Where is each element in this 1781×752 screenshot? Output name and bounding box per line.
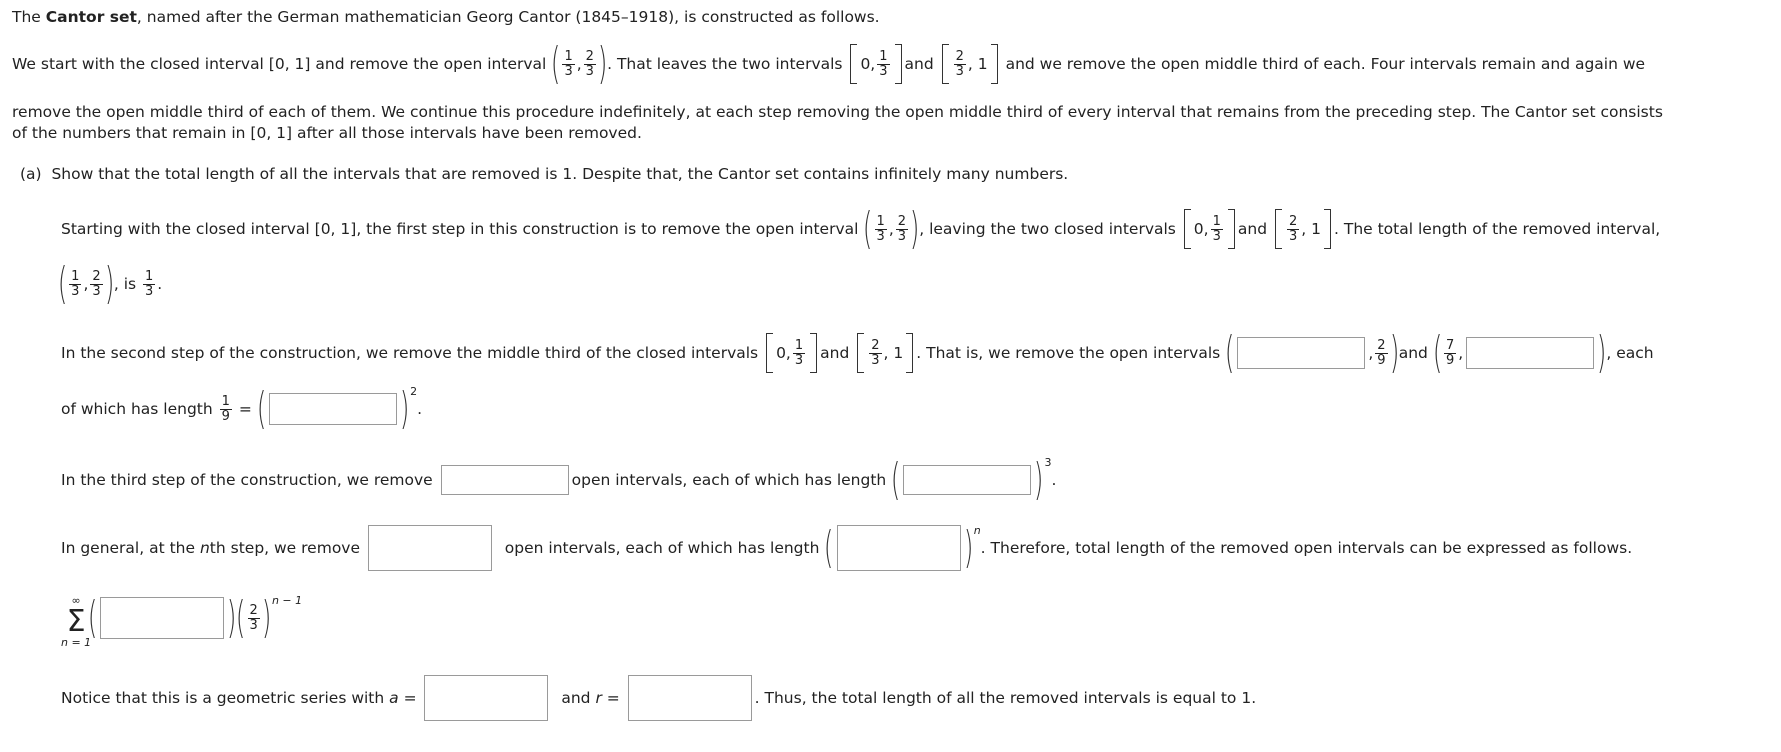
left-paren: ( — [551, 38, 561, 89]
left-paren: ( — [256, 383, 267, 434]
step3-length-base-input[interactable] — [903, 465, 1031, 495]
intro-line-4: of the numbers that remain in [0, 1] after all those intervals have been removed. — [12, 124, 642, 142]
left-bracket — [1184, 209, 1191, 249]
step3-line: In the third step of the construction, we remove open intervals, each of which has length ( ) 3 . — [61, 454, 1057, 505]
step2-length-base-input[interactable] — [269, 393, 397, 425]
right-paren: ) — [227, 592, 237, 643]
left-paren: ( — [824, 522, 834, 573]
fraction-two-thirds: $\frac{2}{3}$ — [955, 48, 964, 79]
fraction-one-third: $\frac{1}{3}$ — [564, 48, 573, 79]
part-a-label: (a) — [20, 165, 42, 183]
left-paren: ( — [891, 454, 901, 505]
intro-line-1: The Cantor set , named after the German mathematician Georg Cantor (1845–1918), is constructed as follows. — [12, 8, 880, 26]
left-paren: ( — [863, 203, 873, 254]
right-bracket — [1228, 209, 1235, 249]
geometric-line: Notice that this is a geometric series with a = and r = . Thus, the total length of all the removed intervals is equal to 1. — [61, 675, 1256, 721]
fraction-two-thirds: $\frac{2}{3}$ — [92, 268, 101, 299]
intro-line-3: remove the open middle third of each of them. We continue this procedure indefinitely, at each step removing the open middle third of every interval that remains from the preceding step. The Cantor set consists — [12, 103, 1663, 121]
left-paren: ( — [87, 592, 98, 643]
fraction-one-ninth: $\frac{1}{9}$ — [221, 393, 230, 424]
series-exponent: n − 1 — [271, 593, 303, 607]
right-bracket — [906, 333, 913, 373]
step2-interval2-end-input[interactable] — [1466, 337, 1594, 369]
series-line — [87, 592, 303, 643]
right-paren: ) — [963, 522, 973, 573]
right-paren: ) — [1389, 327, 1399, 378]
right-paren: ) — [104, 258, 114, 309]
fraction-one-third: $\frac{1}{3}$ — [1212, 213, 1221, 244]
left-paren: ( — [1432, 327, 1443, 378]
fraction-two-thirds: $\frac{2}{3}$ — [585, 48, 594, 79]
series-coefficient-input[interactable] — [100, 597, 224, 639]
right-paren: ) — [261, 592, 272, 643]
fraction-one-third: $\frac{1}{3}$ — [145, 268, 154, 299]
exponent: n — [973, 523, 981, 537]
step1-line-2: ( $\frac{1}{3}$ , $\frac{2}{3}$ ) , is $\frac{1}{3}$ . — [57, 258, 163, 309]
left-bracket — [857, 333, 864, 373]
step2-line: In the second step of the construction, we remove the middle third of the closed intervals 0, $\frac{1}{3}$ and $\frac{2}{3}$ , 1 . That is, we remove the open intervals ( , $\frac{2}{9}$ ) and ( $\frac{7}{9}$ , ) , each — [61, 327, 1654, 378]
fraction-two-ninths: $\frac{2}{9}$ — [1377, 337, 1386, 368]
left-paren: ( — [1225, 327, 1235, 378]
exponent: 3 — [1044, 455, 1052, 469]
step2-interval1-start-input[interactable] — [1237, 337, 1365, 369]
left-bracket — [766, 333, 773, 373]
exponent: 2 — [410, 384, 418, 398]
right-paren: ) — [399, 383, 410, 434]
fraction-one-third: $\frac{1}{3}$ — [879, 48, 888, 79]
fraction-one-third: $\frac{1}{3}$ — [71, 268, 80, 299]
right-bracket — [991, 44, 998, 84]
summation-symbol: ∞ Σ n = 1 — [61, 594, 92, 649]
left-bracket — [850, 44, 857, 84]
left-paren: ( — [236, 592, 246, 643]
right-paren: ) — [1034, 454, 1044, 505]
left-bracket — [942, 44, 949, 84]
left-paren: ( — [57, 258, 68, 309]
fraction-two-thirds: $\frac{2}{3}$ — [897, 213, 907, 244]
fraction-seven-ninths: $\frac{7}{9}$ — [1445, 337, 1455, 368]
right-bracket — [810, 333, 817, 373]
general-count-input[interactable] — [368, 525, 492, 571]
step3-count-input[interactable] — [441, 465, 569, 495]
right-paren: ) — [1597, 327, 1607, 378]
fraction-two-thirds: $\frac{2}{3}$ — [249, 602, 258, 633]
geometric-a-input[interactable] — [424, 675, 548, 721]
right-bracket — [1324, 209, 1331, 249]
right-paren: ) — [909, 203, 920, 254]
fraction-one-third: $\frac{1}{3}$ — [876, 213, 885, 244]
fraction-two-thirds: $\frac{2}{3}$ — [871, 337, 880, 368]
general-line: In general, at the n th step, we remove open intervals, each of which has length ( ) n . Therefore, total length of the removed open intervals can be expressed as follows. — [61, 522, 1633, 573]
fraction-two-thirds: $\frac{2}{3}$ — [1288, 213, 1298, 244]
left-bracket — [1275, 209, 1282, 249]
general-length-base-input[interactable] — [837, 525, 961, 571]
step1-line: Starting with the closed interval [0, 1], the first step in this construction is to remove the open interval ( $\frac{1}{3}$ , $\frac{2}{3}$ ) , leaving the two closed intervals 0, $\frac{1}{3}$ and $\frac{2}{3}$ , 1 . The total length of the removed interval, — [61, 203, 1661, 254]
cantor-set-term: Cantor set — [45, 8, 137, 26]
right-paren: ) — [597, 38, 608, 89]
geometric-r-input[interactable] — [628, 675, 752, 721]
fraction-one-third: $\frac{1}{3}$ — [794, 337, 804, 368]
step2-line-2: of which has length $\frac{1}{9}$ = ( ) 2 . — [61, 383, 423, 434]
right-bracket — [895, 44, 902, 84]
intro-line-2: We start with the closed interval [0, 1] and remove the open interval ( $\frac{1}{3}$ , $\frac{2}{3}$ ) . That leaves the two intervals 0, $\frac{1}{3}$ and $\frac{2}{3}$ , 1 and we remove the open middle third of each. Four intervals remain and again we — [12, 38, 1646, 89]
part-a-prompt: (a) Show that the total length of all the intervals that are removed is 1. Despite that, the Cantor set contains infinitely many numbers. — [20, 165, 1069, 183]
